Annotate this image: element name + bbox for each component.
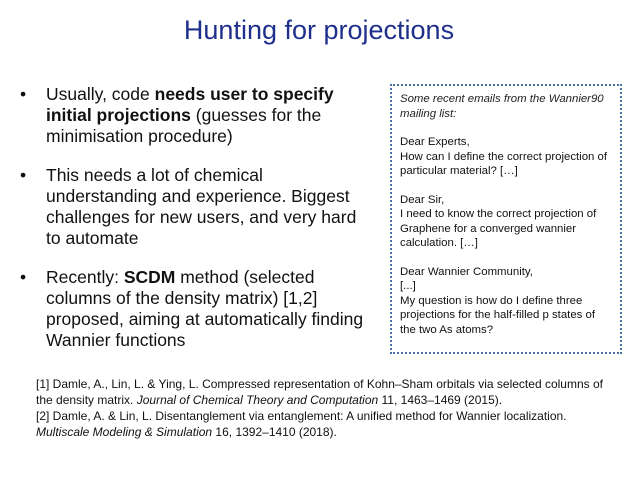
bullet-item-2	[18, 165, 368, 249]
bullet-list	[18, 84, 368, 369]
email-message	[400, 135, 612, 179]
email-greeting: Dear Wannier Community,	[400, 265, 533, 278]
reference-text: [2] Damle, A. & Lin, L. Disentanglement via entanglement: A unified method for Wannier localization.	[36, 409, 567, 423]
email-quote-box	[390, 84, 622, 354]
bullet-dot-icon: •	[20, 84, 27, 104]
reference-text: 16, 1392–1410 (2018).	[212, 425, 337, 439]
email-body: [...]	[400, 280, 416, 292]
reference-journal: Journal of Chemical Theory and Computation	[136, 393, 379, 407]
reference-text: [1] Damle, A., Lin, L. & Ying, L. Compressed representation of Kohn–Sham orbitals via selected columns of the density matrix.	[36, 377, 603, 407]
bullet-text	[46, 165, 356, 248]
bullet-segment: method (selected columns of the density matrix) [1,2] proposed, aiming at automatically finding Wannier functions	[46, 267, 364, 350]
bullet-dot-icon: •	[20, 267, 27, 287]
bullet-segment: This needs a lot of chemical understanding and experience. Biggest challenges for new users, and very hard to automate	[46, 165, 357, 248]
bullet-segment: (guesses for the minimisation procedure)	[46, 105, 322, 146]
email-message	[400, 265, 612, 338]
email-message	[400, 193, 612, 251]
reference-item-1	[36, 376, 616, 408]
email-body: How can I define the correct projection of particular material? […]	[400, 150, 608, 177]
bullet-bold-segment: needs user to specify initial projections	[46, 84, 334, 125]
email-greeting: Dear Sir,	[400, 193, 445, 206]
bullet-item-3	[18, 267, 368, 351]
bullet-text	[46, 267, 363, 350]
reference-text: 11, 1463–1469 (2015).	[378, 393, 503, 407]
reference-journal: Multiscale Modeling & Simulation	[36, 425, 213, 439]
bullet-text	[46, 84, 334, 146]
bullet-segment: Usually, code	[46, 84, 155, 104]
bullet-segment: Recently:	[46, 267, 124, 287]
email-body: I need to know the correct projection of Graphene for a converged wannier calculation. […]	[400, 208, 597, 249]
email-intro: Some recent emails from the Wannier90 mailing list:	[400, 93, 604, 120]
slide-title: Hunting for projections	[183, 15, 455, 45]
email-greeting: Dear Experts,	[400, 136, 470, 148]
email-body: My question is how do I define three projections for the half-filled p states of the two As atoms?	[400, 294, 596, 336]
references	[36, 376, 616, 440]
bullet-bold-segment: SCDM	[123, 267, 176, 287]
bullet-dot-icon: •	[20, 165, 27, 185]
reference-item-2	[36, 408, 616, 440]
bullet-item-1	[18, 84, 368, 147]
